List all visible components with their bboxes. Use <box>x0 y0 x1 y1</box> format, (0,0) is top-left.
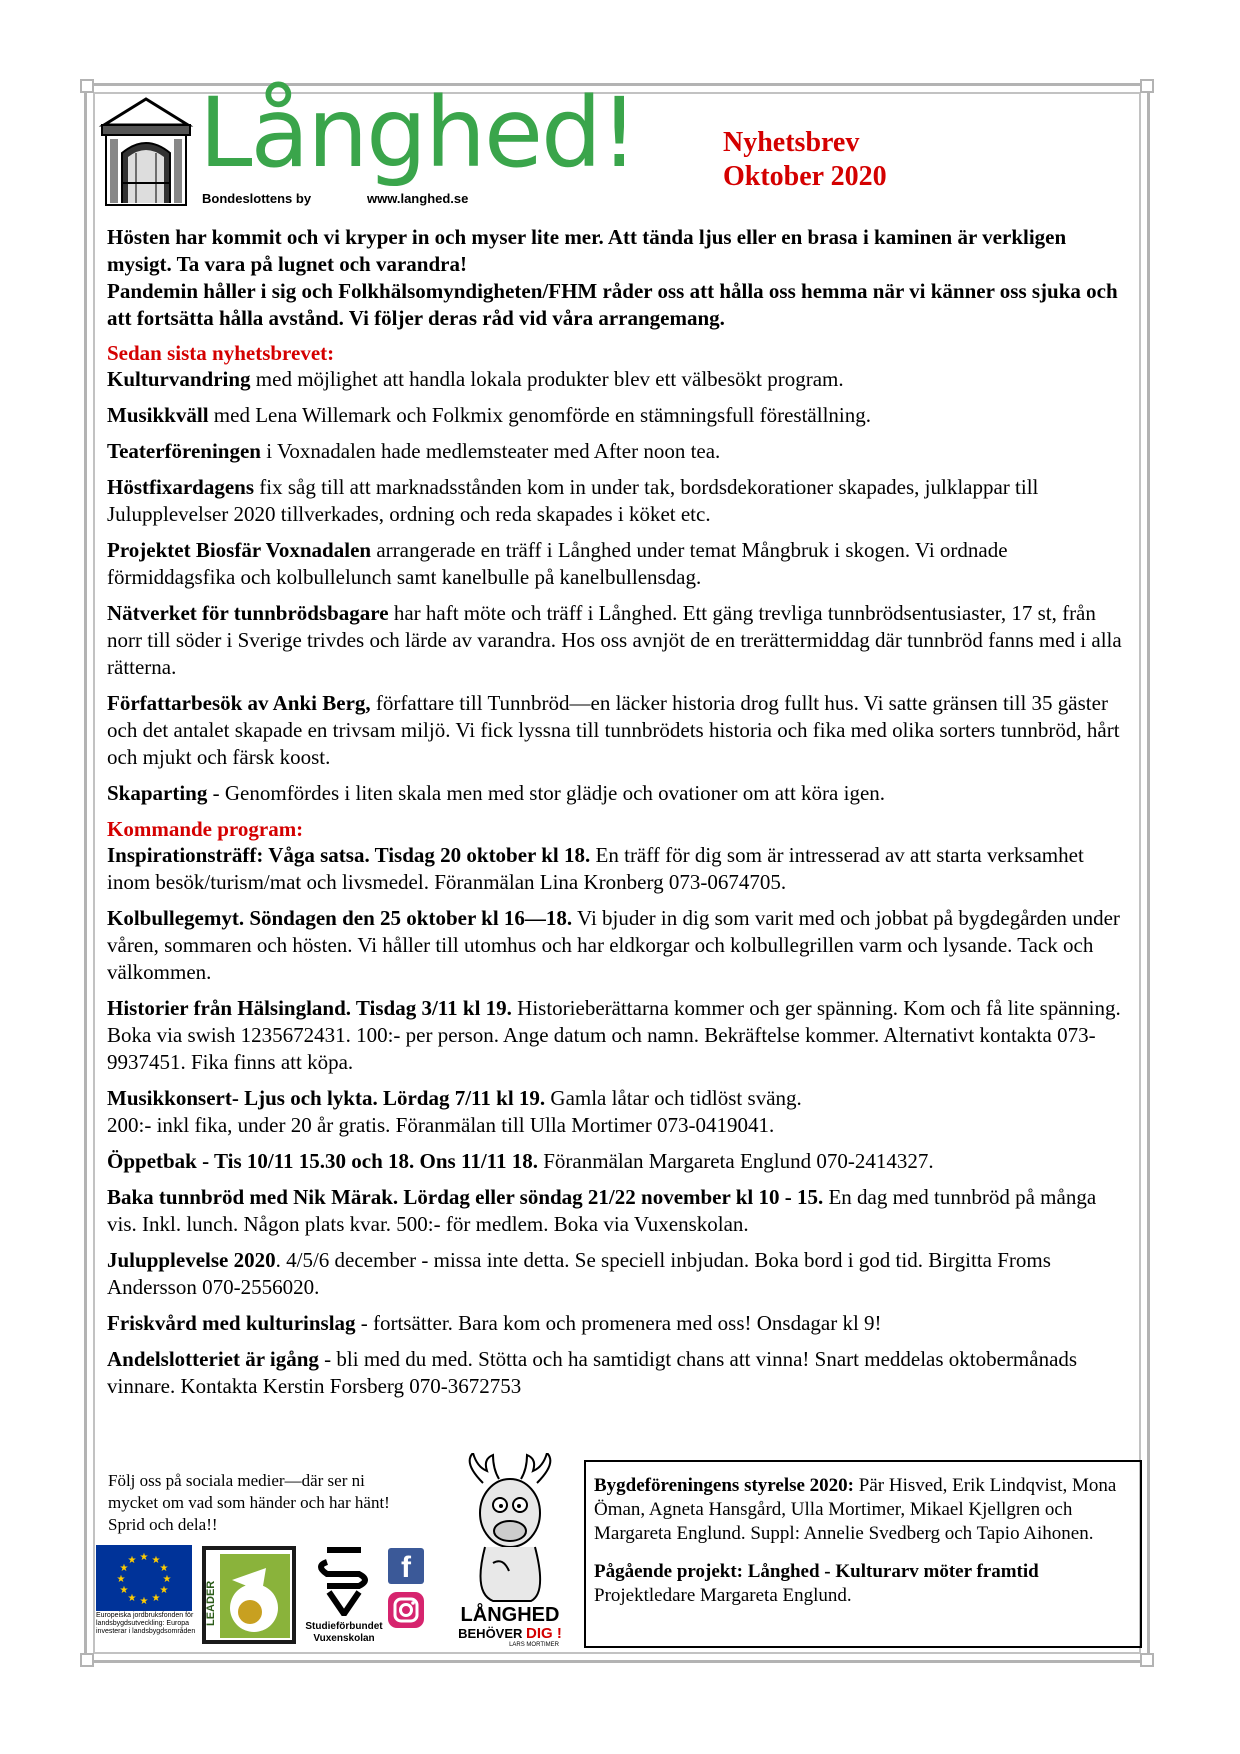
event-title: Andelslotteriet är igång <box>107 1347 319 1371</box>
svg-text:★: ★ <box>139 1596 149 1607</box>
list-item <box>107 600 1127 681</box>
intro-text <box>107 224 1127 332</box>
studieforbundet-vuxenskolan-logo <box>305 1546 383 1644</box>
event-title: Inspirationsträff: Våga satsa. Tisdag 20 oktober kl 18. <box>107 843 591 867</box>
newsletter-title: Nyhetsbrev <box>723 127 860 158</box>
event-text: Historieberättarna kommer och ger spänning. Kom och få lite spänning. Boka via swish 1235672431. 100:- per person. Ange datum och namn. Bekräftelse kommer. Alternativt kontakta 073-9937451. Fika finns att köpa. <box>107 996 1121 1074</box>
logo-website: www.langhed.se <box>367 191 469 206</box>
frame-corner <box>1140 79 1154 93</box>
event-title: Kolbullegemyt. Söndagen den 25 oktober kl 16—18. <box>107 906 573 930</box>
eu-caption: Europeiska jordbruksfonden för landsbygdsutveckling: Europa investerar i landsbygdsområden <box>96 1612 196 1635</box>
moose-label-2b: DIG ! <box>526 1625 562 1642</box>
instagram-icon[interactable] <box>388 1592 424 1628</box>
logo-tagline-left: Bondeslottens by <box>202 191 312 206</box>
svg-text:★: ★ <box>116 1574 126 1585</box>
list-item <box>107 366 1127 393</box>
event-item <box>107 1184 1127 1238</box>
project-leader: Projektledare Margareta Englund. <box>594 1585 852 1606</box>
event-text: En dag med tunnbröd på många vis. Inkl. lunch. Någon plats kvar. 500:- för medlem. Boka via Vuxenskolan. <box>107 1185 1097 1236</box>
intro-line-2: Pandemin håller i sig och Folkhälsomyndigheten/FHM råder oss att hålla oss hemma när vi känner oss sjuka och att fortsätta hålla avstånd. Vi följer deras råd vid våra arrangemang. <box>107 279 1118 330</box>
eu-stars-icon <box>96 1545 192 1611</box>
event-title: Baka tunnbröd med Nik Märak. Lördag eller söndag 21/22 november kl 10 - 15. <box>107 1185 824 1209</box>
event-text: Gamla låtar och tidlöst sväng. <box>545 1086 802 1110</box>
svg-text:★: ★ <box>127 1593 137 1604</box>
event-item <box>107 842 1127 896</box>
event-title: Musikkonsert- Ljus och lykta. Lördag 7/11 kl 19. <box>107 1086 546 1110</box>
moose-illustration <box>443 1453 577 1648</box>
event-item <box>107 995 1127 1076</box>
event-title: Öppetbak - Tis 10/11 15.30 och 18. Ons 11/11 18. <box>107 1149 538 1173</box>
item-text: författare till Tunnbröd—en läcker historia drog fullt hus. Vi satte gränsen till 35 gäster och det antalet skapade en trivsam miljö. Vi fick lyssna till tunnbrödets historia och fika med olika sorters tunnbröd, hårt och mjukt och färsk koost. <box>107 691 1120 769</box>
event-text: Föranmälan Margareta Englund 070-2414327. <box>538 1149 934 1173</box>
logo-exclamation: ! <box>599 77 637 189</box>
item-title: Skaparting <box>107 781 208 805</box>
frame-corner <box>1140 1653 1154 1667</box>
item-title: Projektet Biosfär Voxnadalen <box>107 538 372 562</box>
list-item <box>107 438 1127 465</box>
event-text: . 4/5/6 december - missa inte detta. Se speciell inbjudan. Boka bord i god tid. Birgitta Froms Andersson 070-2556020. <box>107 1248 1051 1299</box>
svg-text:★: ★ <box>127 1555 137 1566</box>
event-text: Vi bjuder in dig som varit med och jobbat på bygdegården under våren, sommaren och hösten. Vi håller till utomhus och har eldkorgar och kolbullegrillen varm och lysande. Tack och välkommen. <box>107 906 1120 984</box>
moose-label-2 <box>443 1626 577 1642</box>
item-title: Musikkväll <box>107 403 209 427</box>
event-text: En träff för dig som är intresserad av att starta verksamhet inom besök/turism/mat och livsmedel. Föranmälan Lina Kronberg 073-0674705. <box>107 843 1084 894</box>
instagram-glyph-icon <box>388 1592 424 1628</box>
event-title: Julupplevelse 2020 <box>107 1248 276 1272</box>
board-members <box>594 1474 1130 1546</box>
item-text: med möjlighet att handla lokala produkter blev ett välbesökt program. <box>250 367 844 391</box>
logo-wordmark-text: Långhed <box>199 77 600 189</box>
list-item <box>107 780 1127 807</box>
item-text: - Genomfördes i liten skala men med stor glädje och ovationer om att köra igen. <box>207 781 886 805</box>
facebook-icon[interactable]: f <box>388 1548 424 1584</box>
svg-text:★: ★ <box>159 1563 169 1574</box>
langhed-logo <box>96 77 637 215</box>
event-title: Friskvård med kulturinslag <box>107 1311 356 1335</box>
item-text: i Voxnadalen hade medlemsteater med After noon tea. <box>260 439 721 463</box>
social-media-text: Följ oss på sociala medier—där ser ni mycket om vad som händer och har hänt! Sprid och dela!! <box>108 1471 390 1534</box>
list-item <box>107 474 1127 528</box>
newsletter-body <box>107 224 1127 1409</box>
frame-corner <box>80 79 94 93</box>
gazebo-icon <box>96 95 196 207</box>
item-text: arrangerade en träff i Långhed under temat Mångbruk i skogen. Vi ordnade förmiddagsfika och kolbullelunch samt kanelbulle på kanelbullensdag. <box>107 538 1008 589</box>
section-heading-upcoming: Kommande program: <box>107 817 304 841</box>
moose-icon <box>443 1453 577 1603</box>
item-title: Nätverket för tunnbrödsbagare <box>107 601 389 625</box>
event-item <box>107 1346 1127 1400</box>
leader-logo <box>202 1546 296 1644</box>
newsletter-date: Oktober 2020 <box>723 161 887 192</box>
board-members-text: Pär Hisved, Erik Lindqvist, Mona Öman, Agneta Hansgård, Ulla Mortimer, Mikael Kjellgren och Margareta Englund. Suppl: Annelie Svedberg och Tapio Aihonen. <box>594 1475 1117 1544</box>
svg-text:★: ★ <box>119 1563 129 1574</box>
svg-text:★: ★ <box>139 1552 149 1563</box>
event-text-2: 200:- inkl fika, under 20 år gratis. Föranmälan till Ulla Mortimer 073-0419041. <box>107 1113 775 1137</box>
event-item <box>107 905 1127 986</box>
newsletter-heading <box>723 126 887 194</box>
event-title: Historier från Hälsingland. Tisdag 3/11 kl 19. <box>107 996 512 1020</box>
section-heading-since-last: Sedan sista nyhetsbrevet: <box>107 341 335 365</box>
list-item <box>107 537 1127 591</box>
moose-signature: LARS MORTIMER <box>509 1642 559 1648</box>
item-title: Teaterföreningen <box>107 439 261 463</box>
ongoing-project <box>594 1560 1130 1608</box>
list-item <box>107 690 1127 771</box>
moose-label-2a: BEHÖVER <box>458 1626 527 1641</box>
list-item <box>107 402 1127 429</box>
leader-text: LEADER <box>205 1580 217 1626</box>
event-item <box>107 1085 1127 1139</box>
event-item <box>107 1310 1127 1337</box>
item-text: har haft möte och träff i Långhed. Ett gäng trevliga tunnbrödsentusiaster, 17 st, från norr till söder i Sverige trivdes och lärde av varandra. Hos oss avnjöt de en trerättermiddag där tunnbröd fanns med i alla rätterna. <box>107 601 1122 679</box>
svg-text:★: ★ <box>162 1574 172 1585</box>
svg-text:★: ★ <box>119 1585 129 1596</box>
board-label: Bygdeföreningens styrelse 2020: <box>594 1475 855 1496</box>
item-text: fix såg till att marknadsstånden kom in under tak, bordsdekorationer skapades, julklappar till Julupplevelser 2020 tillverkades, ordning och reda skapades i köket etc. <box>107 475 1039 526</box>
sv-caption-1: Studieförbundet <box>305 1621 383 1632</box>
logo-wordmark <box>199 77 637 189</box>
project-label: Pågående projekt: Långhed - Kulturarv möter framtid <box>594 1561 1039 1582</box>
svg-text:★: ★ <box>151 1593 161 1604</box>
svg-text:★: ★ <box>159 1585 169 1596</box>
leader-emblem-icon <box>202 1546 296 1644</box>
sv-emblem-icon <box>305 1546 383 1616</box>
moose-label-1: LÅNGHED <box>460 1604 560 1626</box>
item-title: Författarbesök av Anki Berg, <box>107 691 371 715</box>
frame-corner <box>80 1653 94 1667</box>
eu-flag-logo <box>96 1545 192 1611</box>
event-item <box>107 1247 1127 1301</box>
board-info-box <box>584 1460 1142 1648</box>
event-text: - bli med du med. Stötta och ha samtidigt chans att vinna! Snart meddelas oktobermånads vinnare. Kontakta Kerstin Forsberg 070-3672753 <box>107 1347 1078 1398</box>
intro-line-1: Hösten har kommit och vi kryper in och myser lite mer. Att tända ljus eller en brasa i kaminen är verkligen mysigt. Ta vara på lugnet och varandra! <box>107 225 1067 276</box>
item-text: med Lena Willemark och Folkmix genomförde en stämningsfull föreställning. <box>208 403 872 427</box>
svg-text:★: ★ <box>151 1555 161 1566</box>
item-title: Höstfixardagens <box>107 475 254 499</box>
item-title: Kulturvandring <box>107 367 251 391</box>
event-item <box>107 1148 1127 1175</box>
sv-caption-2: Vuxenskolan <box>313 1633 375 1644</box>
event-text: - fortsätter. Bara kom och promenera med oss! Onsdagar kl 9! <box>355 1311 882 1335</box>
